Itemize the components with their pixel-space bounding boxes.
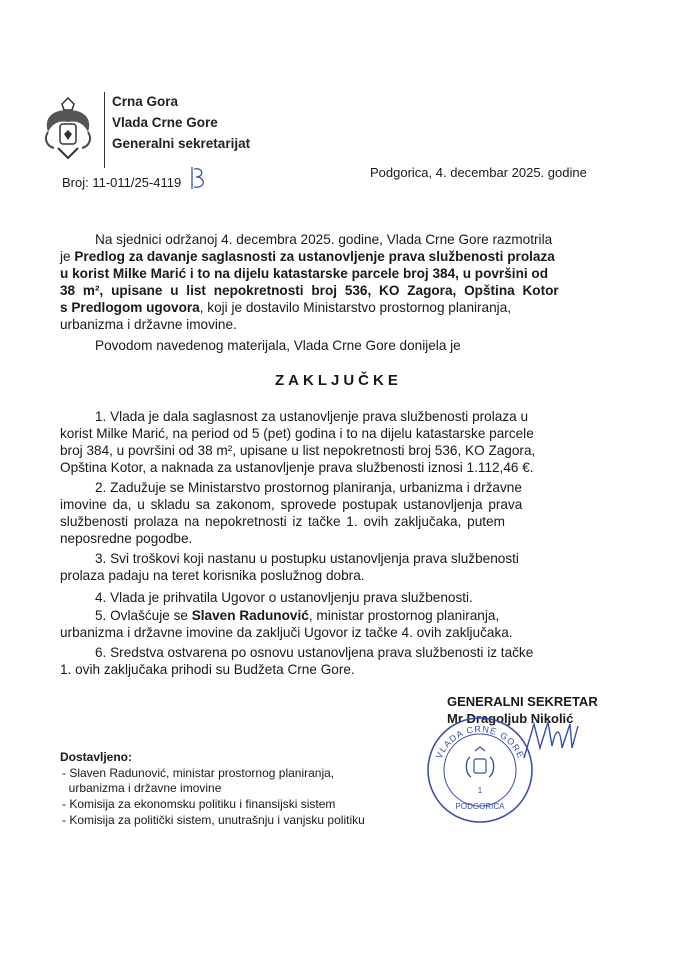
distribution-item: - Komisija za politički sistem, unutrašnju i vanjsku politiku: [62, 813, 365, 827]
place-date: Podgorica, 4. decembar 2025. godine: [370, 165, 587, 180]
header-country: Crna Gora: [112, 94, 179, 109]
official-stamp: [425, 715, 535, 825]
ref-number: Broj: 11-011/25-4119: [62, 175, 182, 190]
header-government: Vlada Crne Gore: [112, 115, 218, 130]
conclusion-3-line-2: prolaza padaju na teret korisnika poslužnog dobra.: [60, 568, 365, 583]
intro-line-3: u korist Milke Marić i to na dijelu katastarske parcele broj 384, u površini od: [60, 266, 549, 281]
conclusion-4: 4. Vlada je prihvatila Ugovor o ustanovljenju prava službenosti.: [95, 590, 473, 605]
conclusion-2-line-2: imovine da, u skladu sa zakonom, sprovede postupak ustanovljenja prava: [60, 497, 523, 512]
conclusion-2-line-3: službenosti prolaza na nepokretnosti iz tačke 1. ovih zaključaka, putem: [60, 514, 505, 529]
conclusion-3-line-1: 3. Svi troškovi koji nastanu u postupku ustanovljenja prava službenosti: [95, 551, 519, 566]
stamp-number: 1: [477, 786, 483, 795]
conclusion-5-line-2: urbanizma i državne imovine da zaključi Ugovor iz tačke 4. ovih zaključaka.: [60, 625, 513, 640]
signature-name: Mr Dragoljub Nikolić: [447, 711, 574, 726]
section-heading: ZAKLJUČKE: [275, 372, 402, 389]
conclusion-1-line-3: broj 384, u površini od 38 m², upisane u list nepokretnosti broj 536, KO Zagora,: [60, 443, 536, 458]
header-divider: [104, 92, 105, 168]
conclusion-2-line-4: neposredne pogodbe.: [60, 531, 193, 546]
distribution-item: - Komisija za ekonomsku politiku i finansijski sistem: [62, 797, 336, 811]
intro-line-6: urbanizma i državne imovine.: [60, 317, 237, 332]
distribution-title: Dostavljeno:: [60, 750, 133, 764]
conclusion-1-line-2: korist Milke Marić, na period od 5 (pet) godina i to na dijelu katastarske parcele: [60, 426, 534, 441]
stamp-top-text: VLADA CRNE GORE: [433, 723, 527, 761]
distribution-item: urbanizma i državne imovine: [62, 781, 222, 795]
conclusion-2-line-1: 2. Zadužuje se Ministarstvo prostornog planiranja, urbanizma i državne: [95, 480, 522, 495]
intro-line-4: 38 m², upisane u list nepokretnosti broj 536, KO Zagora, Opština Kotor: [60, 283, 559, 298]
intro-paragraph-2: Povodom navedenog materijala, Vlada Crne Gore donijela je: [95, 338, 461, 353]
conclusion-1-line-4: Opština Kotor, a naknada za ustanovljenje prava službenosti iznosi 1.112,46 €.: [60, 460, 534, 475]
header-secretariat: Generalni sekretarijat: [112, 136, 251, 151]
signature-title: GENERALNI SEKRETAR: [447, 694, 598, 709]
handwritten-signature-icon: [520, 718, 580, 763]
coat-of-arms-icon: [40, 96, 96, 162]
intro-line-5: s Predlogom ugovora, koji je dostavilo Ministarstvo prostornog planiranja,: [60, 300, 512, 315]
handwritten-mark-icon: [188, 165, 208, 191]
intro-line-1: Na sjednici održanoj 4. decembra 2025. godine, Vlada Crne Gore razmotrila: [95, 232, 553, 247]
conclusion-6-line-2: 1. ovih zaključaka prihodi su Budžeta Crne Gore.: [60, 662, 355, 677]
conclusion-5-line-1: 5. Ovlašćuje se Slaven Radunović, ministar prostornog planiranja,: [95, 608, 500, 623]
conclusion-6-line-1: 6. Sredstva ostvarena po osnovu ustanovljena prava službenosti iz tačke: [95, 645, 534, 660]
conclusion-1-line-1: 1. Vlada je dala saglasnost za ustanovljenje prava službenosti prolaza u: [95, 409, 529, 424]
stamp-city: PODGORICA: [455, 802, 505, 811]
distribution-item: - Slaven Radunović, ministar prostornog planiranja,: [62, 766, 335, 780]
intro-line-2: je Predlog za davanje saglasnosti za ustanovljenje prava službenosti prolaza: [60, 249, 555, 264]
